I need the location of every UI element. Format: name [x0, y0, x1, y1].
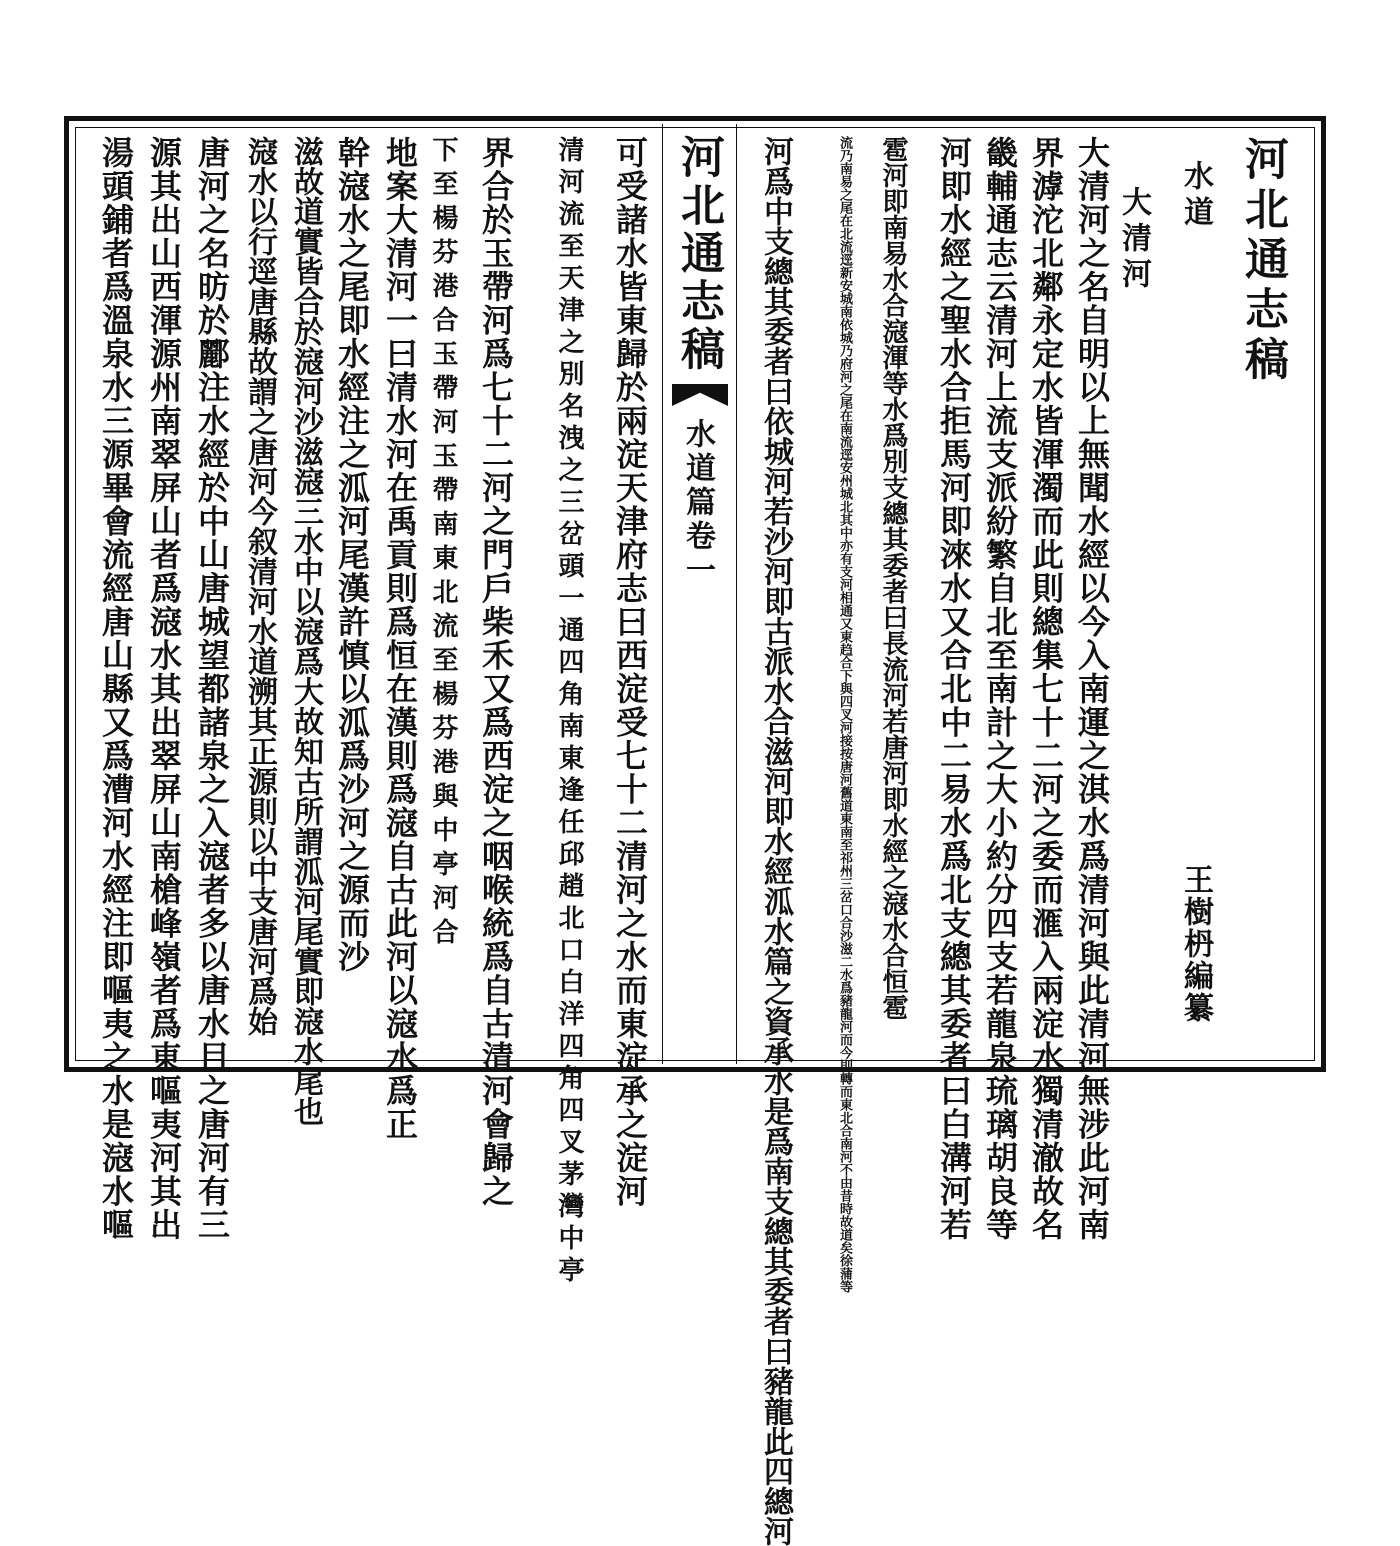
left-page-column-3: 界合於玉帶河爲七十二河之門戶柴禾又爲西淀之咽喉統爲自古清河會歸之 [477, 136, 515, 1208]
right-page-column-4: 河即水經之聖水合拒馬河即淶水又合北中二易水爲北支總其委者曰白溝河若 [935, 136, 973, 1242]
left-page-column-10: 源其出山西渾源州南翠屏山者爲滱水其出翠屏山南槍峰嶺者爲東嘔夷河其出 [145, 136, 183, 1242]
left-page-column-2: 清河流至天津之別名洩之三岔頭一通四角南東逢任邱趙北口白洋四角四叉茅灣中亭 [554, 136, 584, 1288]
left-page-column-5: 地案大清河一曰清水河在禹貢則爲恒在漢則爲滱自古此河以滱水爲正 [381, 136, 419, 1141]
right-page-column-2: 界滹沱北鄰永定水皆渾濁而此則總集七十二河之委而滙入兩淀水獨清澈故名 [1027, 136, 1065, 1242]
left-page-column-7: 滋故道實皆合於滱河沙滋滱三水中以滱爲大故知古所謂泒河尾實即滱水尾也 [288, 136, 323, 1126]
book-title: 河北通志稿 [1237, 136, 1288, 386]
right-page-column-7: 河爲中支總其委者曰依城河若沙河即古派水合滋河即水經泒水篇之資承水是爲南支總其委者曰豬龍此四總河 [758, 136, 793, 1546]
left-page-column-9: 唐河之名昉於酈注水經於中山唐城望都諸泉之入滱者多以唐水目之唐河有三 [193, 136, 231, 1242]
right-page-column-1: 大清河之名自明以上無聞水經以今入南運之淇水爲清河與此清河無涉此河南 [1073, 136, 1111, 1242]
fold-rule-right [736, 124, 737, 1064]
right-page-column-5: 雹河即南易水合滱渾等水爲別支總其委者曰長流河若唐河即水經之滱水合恒雹 [878, 136, 908, 1020]
right-page-column-3: 畿輔通志云清河上流支派紛繁自北至南計之大小約分四支若龍泉琉璃胡良等 [981, 136, 1019, 1242]
fold-book-title: 河北通志稿 [673, 134, 724, 374]
left-page-column-8: 滱水以行逕唐縣故謂之唐河今叙清河水道溯其正源則以中支唐河爲始 [242, 136, 277, 1036]
section-heading: 水道 [1178, 160, 1213, 232]
fold-volume-label: 水道篇卷一 [680, 418, 715, 588]
left-page-column-6: 幹滱水之尾即水經注之泒河尾漢許慎以泒爲沙河之源而沙 [333, 136, 371, 974]
left-page-column-1: 可受諸水皆東歸於兩淀天津府志曰西淀受七十二清河之水而東淀承之淀河 [611, 136, 649, 1208]
subsection-heading: 大清河 [1116, 186, 1151, 294]
left-page-column-4: 下至楊芬港合玉帶河玉帶南東北流至楊芬港與中亭河合 [428, 136, 458, 952]
right-page-column-6: 流乃南易之尾在北流逕新安城南依城乃府河之尾在南流逕安州城北其中亦有支河相通又東趋合下與四叉河接按唐河舊道東南至祁州三岔口合沙滋二水爲豬龍河而今則轉而東北合南河不由昔時故道矣徐蒲等 [837, 136, 852, 1293]
left-page-column-11: 湯頭鋪者爲溫泉水三源畢會流經唐山縣又爲漕河水經注即嘔夷之水是滱水嘔 [97, 136, 135, 1242]
author-credit: 王樹枬編纂 [1178, 864, 1213, 1024]
fold-rule-left [662, 124, 663, 1064]
